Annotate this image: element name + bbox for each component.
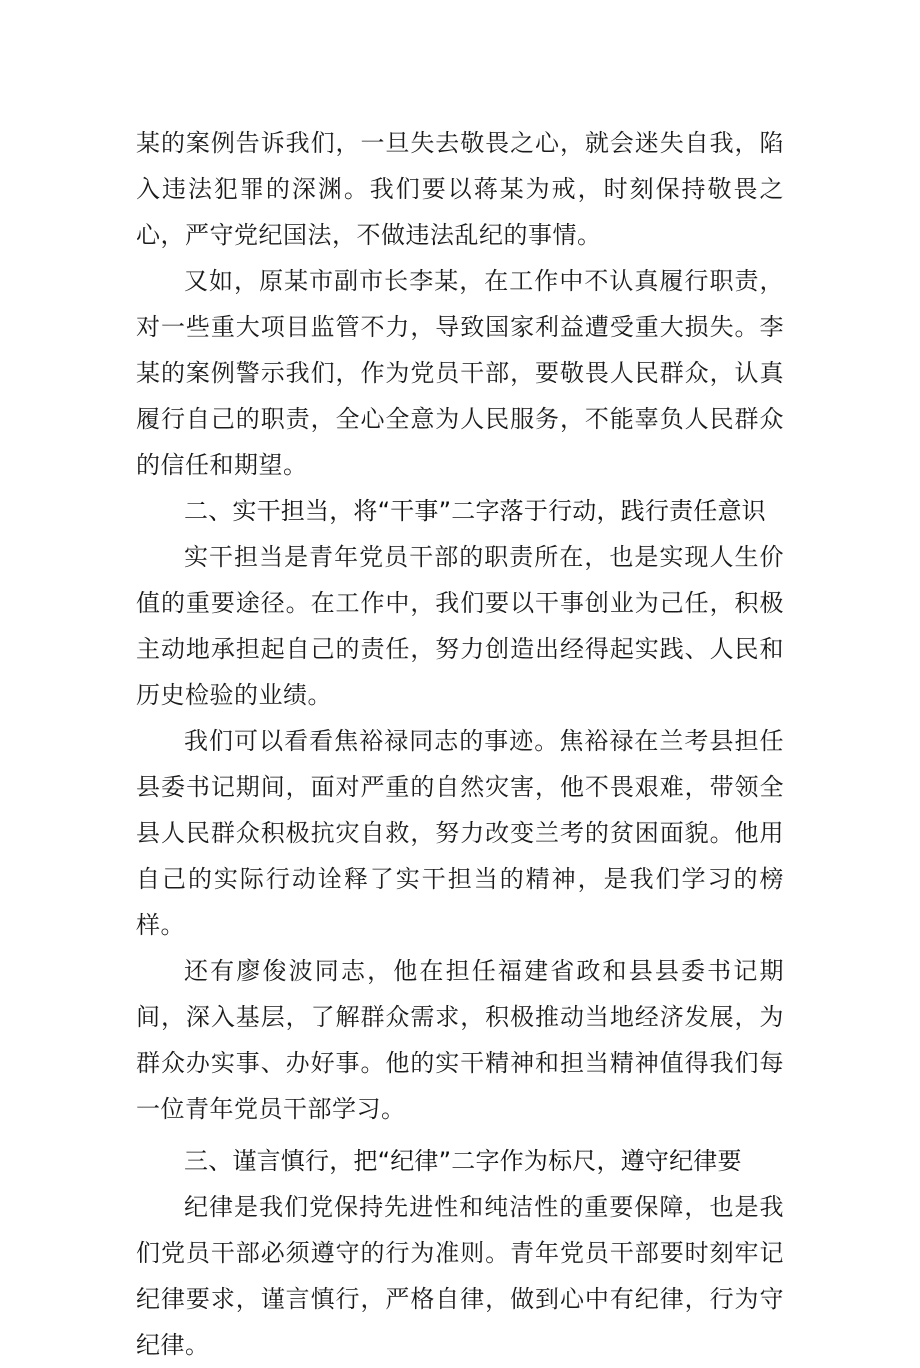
paragraph-1: 某的案例告诉我们，一旦失去敬畏之心，就会迷失自我，陷入违法犯罪的深渊。我们要以蒋某为戒，时刻保持敬畏之心，严守党纪国法，不做违法乱纪的事情。 — [136, 129, 784, 249]
paragraph-4: 我们可以看看焦裕禄同志的事迹。焦裕禄在兰考县担任县委书记期间，面对严重的自然灾害，他不畏艰难，带领全县人民群众积极抗灾自救，努力改变兰考的贫困面貌。他用自己的实际行动诠释了实干担当的精神，是我们学习的榜样。 — [136, 727, 784, 939]
document-body — [136, 120, 784, 1368]
paragraph-6: 纪律是我们党保持先进性和纯洁性的重要保障，也是我们党员干部必须遵守的行为准则。青年党员干部要时刻牢记纪律要求，谨言慎行，严格自律，做到心中有纪律，行为守纪律。 — [136, 1193, 784, 1359]
paragraph-5: 还有廖俊波同志，他在担任福建省政和县县委书记期间，深入基层，了解群众需求，积极推动当地经济发展，为群众办实事、办好事。他的实干精神和担当精神值得我们每一位青年党员干部学习。 — [136, 957, 784, 1123]
paragraph-3: 实干担当是青年党员干部的职责所在，也是实现人生价值的重要途径。在工作中，我们要以干事创业为己任，积极主动地承担起自己的责任，努力创造出经得起实践、人民和历史检验的业绩。 — [136, 543, 784, 709]
section-heading-3: 三、谨言慎行，把“纪律”二字作为标尺，遵守纪律要 — [184, 1147, 742, 1175]
paragraph-2: 又如，原某市副市长李某，在工作中不认真履行职责，对一些重大项目监管不力，导致国家利益遭受重大损失。李某的案例警示我们，作为党员干部，要敬畏人民群众，认真履行自己的职责，全心全意为人民服务，不能辜负人民群众的信任和期望。 — [136, 267, 784, 479]
section-heading-2: 二、实干担当，将“干事”二字落于行动，践行责任意识 — [184, 497, 766, 525]
